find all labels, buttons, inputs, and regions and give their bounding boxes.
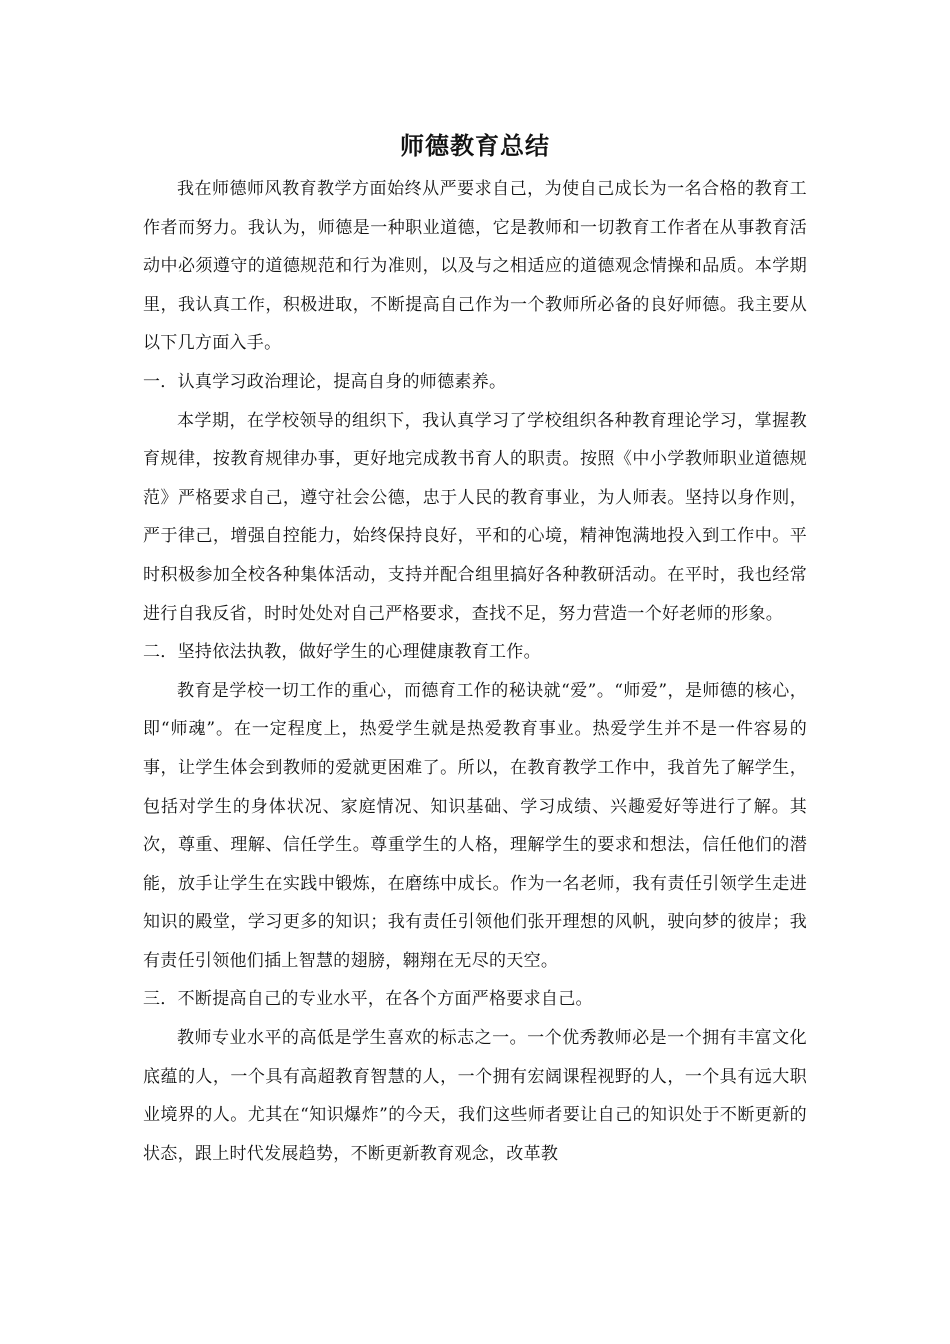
section-2-heading: 二．坚持依法执教，做好学生的心理健康教育工作。: [143, 642, 541, 663]
document-title: 师德教育总结: [400, 132, 550, 160]
document-page: [143, 128, 807, 1173]
section-3-body: 教师专业水平的高低是学生喜欢的标志之一。一个优秀教师必是一个拥有丰富文化底蕴的人，一个具有高超教育智慧的人，一个拥有宏阔课程视野的人，一个具有远大职业境界的人。尤其在“知识爆炸”的今天，我们这些师者要让自己的知识处于不断更新的状态，跟上时代发展趋势，不断更新教育观念，改革教: [143, 1028, 807, 1164]
section-1-body: 本学期，在学校领导的组织下，我认真学习了学校组织各种教育理论学习，掌握教育规律，按教育规律办事，更好地完成教书育人的职责。按照《中小学教师职业道德规范》严格要求自己，遵守社会公德，忠于人民的教育事业，为人师表。坚持以身作则，严于律己，增强自控能力，始终保持良好，平和的心境，精神饱满地投入到工作中。平时积极参加全校各种集体活动，支持并配合组里搞好各种教研活动。在平时，我也经常进行自我反省，时时处处对自己严格要求，查找不足，努力营造一个好老师的形象。: [143, 410, 807, 624]
intro-paragraph: 我在师德师风教育教学方面始终从严要求自己，为使自己成长为一名合格的教育工作者而努力。我认为，师德是一种职业道德，它是教师和一切教育工作者在从事教育活动中必须遵守的道德规范和行为准则，以及与之相适应的道德观念情操和品质。本学期里，我认真工作，积极进取，不断提高自己作为一个教师所必备的良好师德。我主要从以下几方面入手。: [143, 179, 807, 354]
section-2-body: 教育是学校一切工作的重心，而德育工作的秘诀就“爱”。“师爱”，是师德的核心，即“师魂”。在一定程度上，热爱学生就是热爱教育事业。热爱学生并不是一件容易的事，让学生体会到教师的爱就更困难了。所以，在教育教学工作中，我首先了解学生，包括对学生的身体状况、家庭情况、知识基础、学习成绩、兴趣爱好等进行了解。其次，尊重、理解、信任学生。尊重学生的人格，理解学生的要求和想法，信任他们的潜能，放手让学生在实践中锻炼，在磨练中成长。作为一名老师，我有责任引领学生走进知识的殿堂，学习更多的知识；我有责任引领他们张开理想的风帆，驶向梦的彼岸；我有责任引领他们插上智慧的翅膀，翱翔在无尽的天空。: [143, 680, 807, 971]
section-1-heading: 一．认真学习政治理论，提高自身的师德素养。: [143, 371, 507, 392]
section-3-heading: 三．不断提高自己的专业水平，在各个方面严格要求自己。: [143, 989, 593, 1010]
